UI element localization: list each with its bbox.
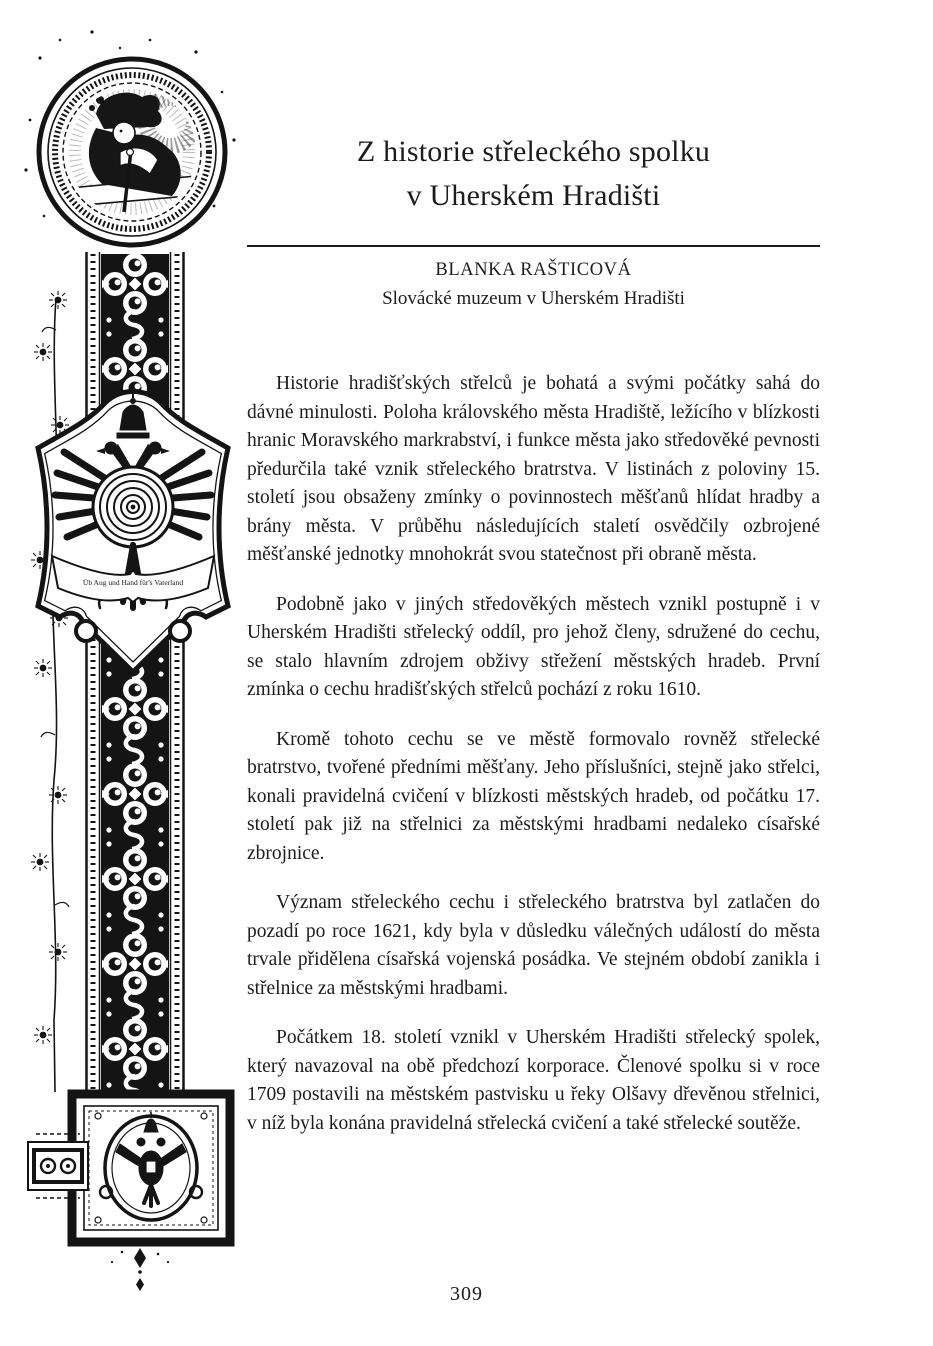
title-line-1: Z historie střeleckého spolku xyxy=(356,135,711,168)
ornamental-border xyxy=(0,0,250,1346)
quatrefoil-band xyxy=(87,252,184,1098)
eagle-plate-icon xyxy=(72,1094,230,1242)
title-rule xyxy=(247,245,820,247)
article-body xyxy=(247,370,820,1138)
body-paragraph: Podobně jako v jiných středověkých městech vznikl postupně i v Uherském Hradišti střelecký oddíl, pro jehož členy, sdružené do cechu, se stalo hlavním zdrojem obživy střežení městských hradeb. První zmínka o cechu hradišťských střelců pochází z roku 1610. xyxy=(247,593,820,700)
floral-vine-icon xyxy=(31,291,69,1092)
article-column xyxy=(247,130,820,1159)
article-title xyxy=(247,130,820,218)
body-paragraph: Počátkem 18. století vznikl v Uherském Hradišti střelecký spolek, který navazoval na obě předchozí korporace. Členové spolku si v roce 1709 postavili na městském pastvisku u řeky Olšavy dřevěnou střelnici, v níž byla konána pravidelná střelecká cvičení a také střelecké soutěže. xyxy=(247,1027,820,1134)
author-name: BLANKA RAŠTICOVÁ xyxy=(435,260,632,280)
author-affiliation: Slovácké muzeum v Uherském Hradišti xyxy=(382,288,685,309)
scroll-cartouche-icon xyxy=(28,1134,88,1198)
body-paragraph: Historie hradišťských střelců je bohatá a svými počátky sahá do dávné minulosti. Poloha královského města Hradiště, ležícího v blízkosti hranic Moravského markrabství, i funkce města jako středověké pevnosti předurčila také vznik střeleckého bratrstva. V listinách z poloviny 15. století jsou obsaženy zmínky o povinnostech měšťanů hlídat hradby a brány města. V průběhu následujících staletí osvědčily ozbrojené měšťanské jednotky mnohokrát svou statečnost při obraně města. xyxy=(247,373,820,565)
page-number: 309 xyxy=(450,1283,483,1305)
marksman-medallion-icon xyxy=(24,30,235,245)
body-paragraph: Kromě tohoto cechu se ve městě formovalo rovněž střelecké bratrstvo, tvořené předními měšťany. Jeho příslušníci, stejně jako střelci, konali pravidelná cvičení v blízkosti městských hradeb, od počátku 17. století pak již na střelnici za městskými hradbami nedaleko císařské zbrojnice. xyxy=(247,728,820,864)
eagle-target-shield-icon xyxy=(38,388,228,672)
body-paragraph: Význam střeleckého cechu i střeleckého bratrstva byl zatlačen do pozadí po roce 1621, kdy byla v důsledku válečných událostí do města trvale přidělena císařská vojenská posádka. Ve stejném období zanikla i střelnice za městskými hradbami. xyxy=(247,892,820,999)
shield-motto: Üb Aug und Hand für's Vaterland xyxy=(82,578,184,587)
title-line-2: v Uherském Hradišti xyxy=(406,179,661,212)
